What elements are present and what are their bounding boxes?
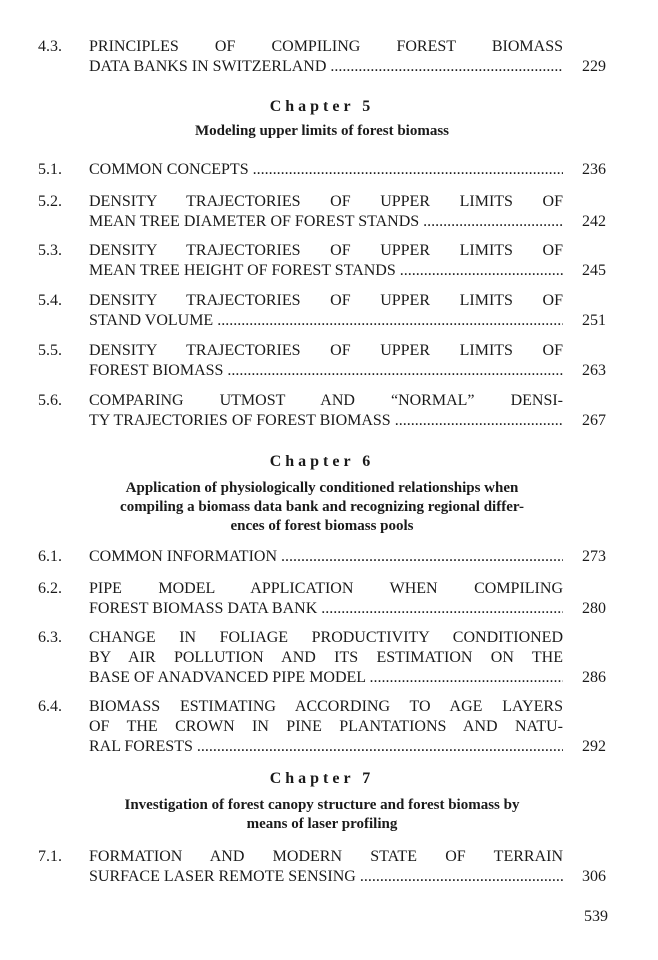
entry-title-line: COMPARING UTMOST AND “NORMAL” DENSI- xyxy=(89,392,563,409)
entry-number: 5.5. xyxy=(38,342,62,359)
entry-number: 6.2. xyxy=(38,580,62,597)
entry-number: 6.3. xyxy=(38,629,62,646)
entry-title-line: PIPE MODEL APPLICATION WHEN COMPILING xyxy=(89,580,563,597)
chapter-subtitle-line: Investigation of forest canopy structure and forest biomass by xyxy=(124,797,520,813)
entry-page-number: 236 xyxy=(582,161,606,178)
leader-dots xyxy=(249,161,563,178)
entry-title-line: DATA BANKS IN SWITZERLAND xyxy=(89,58,327,75)
toc-entry-6-3[interactable] xyxy=(38,628,606,688)
chapter-heading: Chapter 6 xyxy=(269,453,375,470)
chapter-subtitle-line: Modeling upper limits of forest biomass xyxy=(194,123,450,139)
entry-title-line: MEAN TREE HEIGHT OF FOREST STANDS xyxy=(89,262,396,279)
entry-number: 6.4. xyxy=(38,698,62,715)
leader-dots xyxy=(326,58,563,75)
toc-entry-4-3[interactable] xyxy=(38,37,606,77)
leader-dots xyxy=(317,600,563,617)
entry-title-line: BIOMASS ESTIMATING ACCORDING TO AGE LAYERS xyxy=(89,698,563,715)
leader-dots xyxy=(213,312,563,329)
toc-entry-5-1[interactable] xyxy=(38,160,606,180)
leader-dots xyxy=(193,738,563,755)
chapter-subtitle xyxy=(38,796,606,834)
entry-title-line: DENSITY TRAJECTORIES OF UPPER LIMITS OF xyxy=(89,292,563,309)
entry-number: 5.2. xyxy=(38,193,62,210)
entry-title-line: MEAN TREE DIAMETER OF FOREST STANDS xyxy=(89,213,420,230)
toc-entry-5-3[interactable] xyxy=(38,241,606,281)
toc-entry-6-4[interactable] xyxy=(38,697,606,757)
entry-number: 5.4. xyxy=(38,292,62,309)
entry-title-line: CHANGE IN FOLIAGE PRODUCTIVITY CONDITIONED xyxy=(89,629,563,646)
entry-title-line: OF THE CROWN IN PINE PLANTATIONS AND NATU- xyxy=(89,718,563,735)
leader-dots xyxy=(356,868,563,885)
chapter-subtitle-line: ences of forest biomass pools xyxy=(230,518,414,534)
entry-title-line: DENSITY TRAJECTORIES OF UPPER LIMITS OF xyxy=(89,242,563,259)
entry-title-line: PRINCIPLES OF COMPILING FOREST BIOMASS xyxy=(89,38,563,55)
entry-page-number: 251 xyxy=(582,312,606,329)
entry-title-line: COMMON INFORMATION xyxy=(89,548,278,565)
folio-page-number: 539 xyxy=(584,908,608,925)
leader-dots xyxy=(391,412,563,429)
toc-entry-7-1[interactable] xyxy=(38,847,606,887)
chapter-heading: Chapter 5 xyxy=(269,98,375,115)
entry-page-number: 242 xyxy=(582,213,606,230)
entry-title-line: DENSITY TRAJECTORIES OF UPPER LIMITS OF xyxy=(89,342,563,359)
entry-title-line: SURFACE LASER REMOTE SENSING xyxy=(89,868,356,885)
leader-dots xyxy=(396,262,563,279)
entry-title-line: FOREST BIOMASS DATA BANK xyxy=(89,600,318,617)
chapter-heading: Chapter 7 xyxy=(269,770,375,787)
entry-title-line: STAND VOLUME xyxy=(89,312,214,329)
entry-page-number: 273 xyxy=(582,548,606,565)
entry-page-number: 267 xyxy=(582,412,606,429)
entry-number: 5.6. xyxy=(38,392,62,409)
toc-entry-5-5[interactable] xyxy=(38,341,606,381)
entry-page-number: 286 xyxy=(582,669,606,686)
entry-title-line: BASE OF ANADVANCED PIPE MODEL xyxy=(89,669,366,686)
entry-title-line: TY TRAJECTORIES OF FOREST BIOMASS xyxy=(89,412,391,429)
entry-title-line: BY AIR POLLUTION AND ITS ESTIMATION ON THE xyxy=(89,649,563,666)
entry-page-number: 245 xyxy=(582,262,606,279)
leader-dots xyxy=(223,362,563,379)
entry-page-number: 280 xyxy=(582,600,606,617)
entry-page-number: 263 xyxy=(582,362,606,379)
chapter-subtitle xyxy=(38,479,606,536)
entry-number: 6.1. xyxy=(38,548,62,565)
entry-number: 5.1. xyxy=(38,161,62,178)
leader-dots xyxy=(419,213,563,230)
entry-title-line: DENSITY TRAJECTORIES OF UPPER LIMITS OF xyxy=(89,193,563,210)
entry-number: 4.3. xyxy=(38,38,62,55)
toc-entry-5-4[interactable] xyxy=(38,291,606,331)
entry-title-line: COMMON CONCEPTS xyxy=(89,161,249,178)
entry-page-number: 229 xyxy=(582,58,606,75)
leader-dots xyxy=(365,669,563,686)
entry-title-line: RAL FORESTS xyxy=(89,738,193,755)
entry-page-number: 306 xyxy=(582,868,606,885)
leader-dots xyxy=(277,548,563,565)
entry-title-line: FORMATION AND MODERN STATE OF TERRAIN xyxy=(89,848,563,865)
entry-number: 7.1. xyxy=(38,848,62,865)
chapter-subtitle-line: Application of physiologically conditioned relationships when xyxy=(125,480,519,496)
chapter-subtitle-line: means of laser profiling xyxy=(246,816,398,832)
toc-entry-5-2[interactable] xyxy=(38,192,606,232)
entry-title-line: FOREST BIOMASS xyxy=(89,362,224,379)
toc-entry-6-1[interactable] xyxy=(38,547,606,567)
toc-entry-5-6[interactable] xyxy=(38,391,606,431)
entry-number: 5.3. xyxy=(38,242,62,259)
chapter-subtitle-line: compiling a biomass data bank and recognizing regional differ- xyxy=(120,499,524,515)
entry-page-number: 292 xyxy=(582,738,606,755)
chapter-subtitle xyxy=(38,122,606,141)
toc-entry-6-2[interactable] xyxy=(38,579,606,619)
